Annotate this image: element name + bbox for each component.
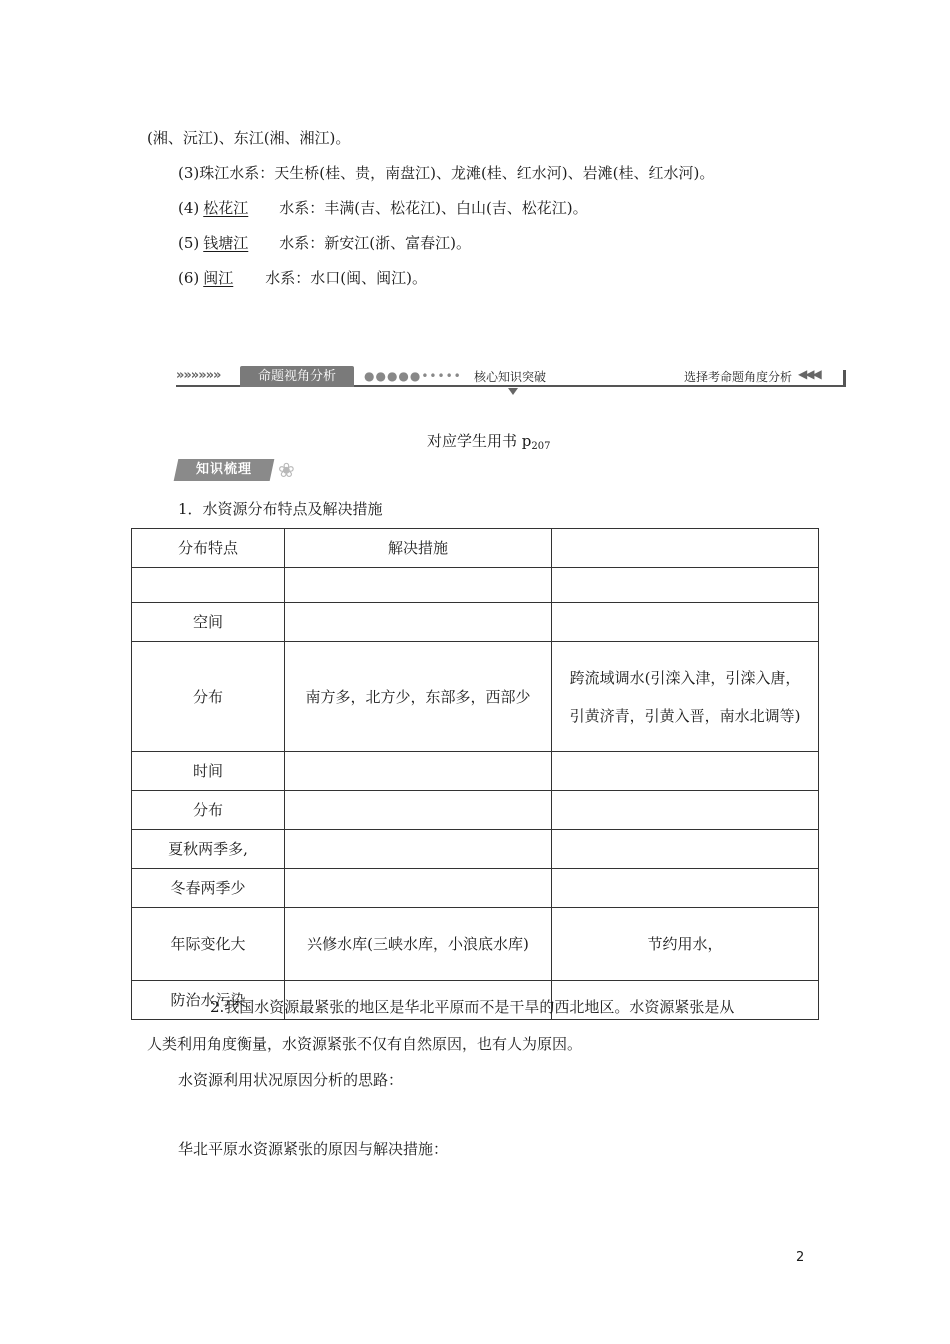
- paragraph-4: 华北平原水资源紧张的原因与解决措施：: [178, 1140, 449, 1158]
- table-cell: 空间: [132, 603, 285, 642]
- table-row: [132, 642, 819, 752]
- table-cell: [552, 869, 819, 908]
- table-cell: 冬春两季少: [132, 869, 285, 908]
- banner-right-label: 选择考命题角度分析: [684, 370, 793, 384]
- knowledge-tag-label: 知识梳理: [195, 462, 252, 477]
- text-line-songhua: [178, 198, 588, 218]
- text-line-qiantang: [178, 233, 471, 253]
- fill-blank: 钱塘江: [203, 234, 249, 252]
- table-cell: [285, 791, 552, 830]
- dots-icon: ●●●●●•••••: [364, 369, 462, 383]
- paragraph-2-line-2: 人类利用角度衡量，水资源紧张不仅有自然原因，也有人为原因。: [147, 1035, 583, 1053]
- banner-end-bar: [843, 370, 846, 387]
- book-reference: [427, 431, 550, 457]
- table-row: [132, 752, 819, 791]
- table-cell: [285, 869, 552, 908]
- table-row: [132, 830, 819, 869]
- table-cell: [552, 568, 819, 603]
- table-cell: 分布: [132, 642, 285, 752]
- table-cell: [285, 752, 552, 791]
- item-number: (4): [178, 199, 200, 217]
- banner-middle-label: 核心知识突破: [474, 370, 547, 384]
- table-cell: 分布: [132, 791, 285, 830]
- table-header-cell: [552, 529, 819, 568]
- text-line-pearl-river: (3)珠江水系：天生桥(桂、贵，南盘江)、龙滩(桂、红水河)、岩滩(桂、红水河)。: [178, 164, 715, 182]
- table-cell: 夏秋两季多,: [132, 830, 285, 869]
- table-header-cell: 分布特点: [132, 529, 285, 568]
- table-cell: 时间: [132, 752, 285, 791]
- item-number: (5): [178, 234, 200, 252]
- table-cell: [552, 830, 819, 869]
- banner-left-label: 命题视角分析: [240, 366, 354, 387]
- table-cell: [285, 568, 552, 603]
- table-row: [132, 869, 819, 908]
- double-chevron-right-icon: »»»»»»: [176, 368, 221, 383]
- table-row: [132, 791, 819, 830]
- item-text: 水系：丰满(吉、松花江)、白山(吉、松花江)。: [279, 199, 588, 217]
- section-banner: [176, 366, 846, 390]
- table-cell: [552, 791, 819, 830]
- paragraph-3: 水资源利用状况原因分析的思路：: [178, 1071, 404, 1089]
- table-cell: 兴修水库(三峡水库，小浪底水库): [285, 908, 552, 981]
- table-header-row: [132, 529, 819, 568]
- book-reference-text: 对应学生用书 p: [427, 432, 532, 450]
- table-header-cell: 解决措施: [285, 529, 552, 568]
- book-reference-page: 207: [531, 441, 551, 452]
- paragraph-2-line-1: 2.我国水资源最紧张的地区是华北平原而不是干旱的西北地区。水资源紧张是从: [210, 998, 735, 1016]
- item-number: (6): [178, 269, 200, 287]
- water-resources-table: [131, 528, 819, 1020]
- table-cell: 节约用水，: [552, 908, 819, 981]
- text-line-1: (湘、沅江)、东江(湘、湘江)。: [147, 129, 351, 147]
- table-row: [132, 568, 819, 603]
- fill-blank: 闽江: [203, 269, 234, 287]
- knowledge-tag: [174, 459, 275, 481]
- table-cell: 防治水污染: [132, 981, 285, 1020]
- page-number: 2: [796, 1250, 805, 1265]
- table-row: [132, 603, 819, 642]
- table-cell: [132, 568, 285, 603]
- table-row: [132, 908, 819, 981]
- text-line-minjiang: [178, 268, 427, 288]
- table-cell: 跨流域调水(引滦入津，引滦入唐，引黄济青，引黄入晋，南水北调等): [552, 642, 819, 752]
- table-cell: 年际变化大: [132, 908, 285, 981]
- table-cell: [552, 752, 819, 791]
- double-chevron-left-icon: ◀◀◀: [798, 367, 820, 381]
- item-text: 水系：新安江(浙、富春江)。: [279, 234, 471, 252]
- triangle-down-icon: [508, 388, 518, 395]
- table-cell: 南方多，北方少，东部多，西部少: [285, 642, 552, 752]
- table-cell: [285, 830, 552, 869]
- item-text: 水系：水口(闽、闽江)。: [265, 269, 427, 287]
- table-cell: [552, 603, 819, 642]
- section-title: 1．水资源分布特点及解决措施: [178, 500, 383, 518]
- flower-icon: ❀: [278, 458, 295, 482]
- table-cell: [285, 603, 552, 642]
- fill-blank: 松花江: [203, 199, 249, 217]
